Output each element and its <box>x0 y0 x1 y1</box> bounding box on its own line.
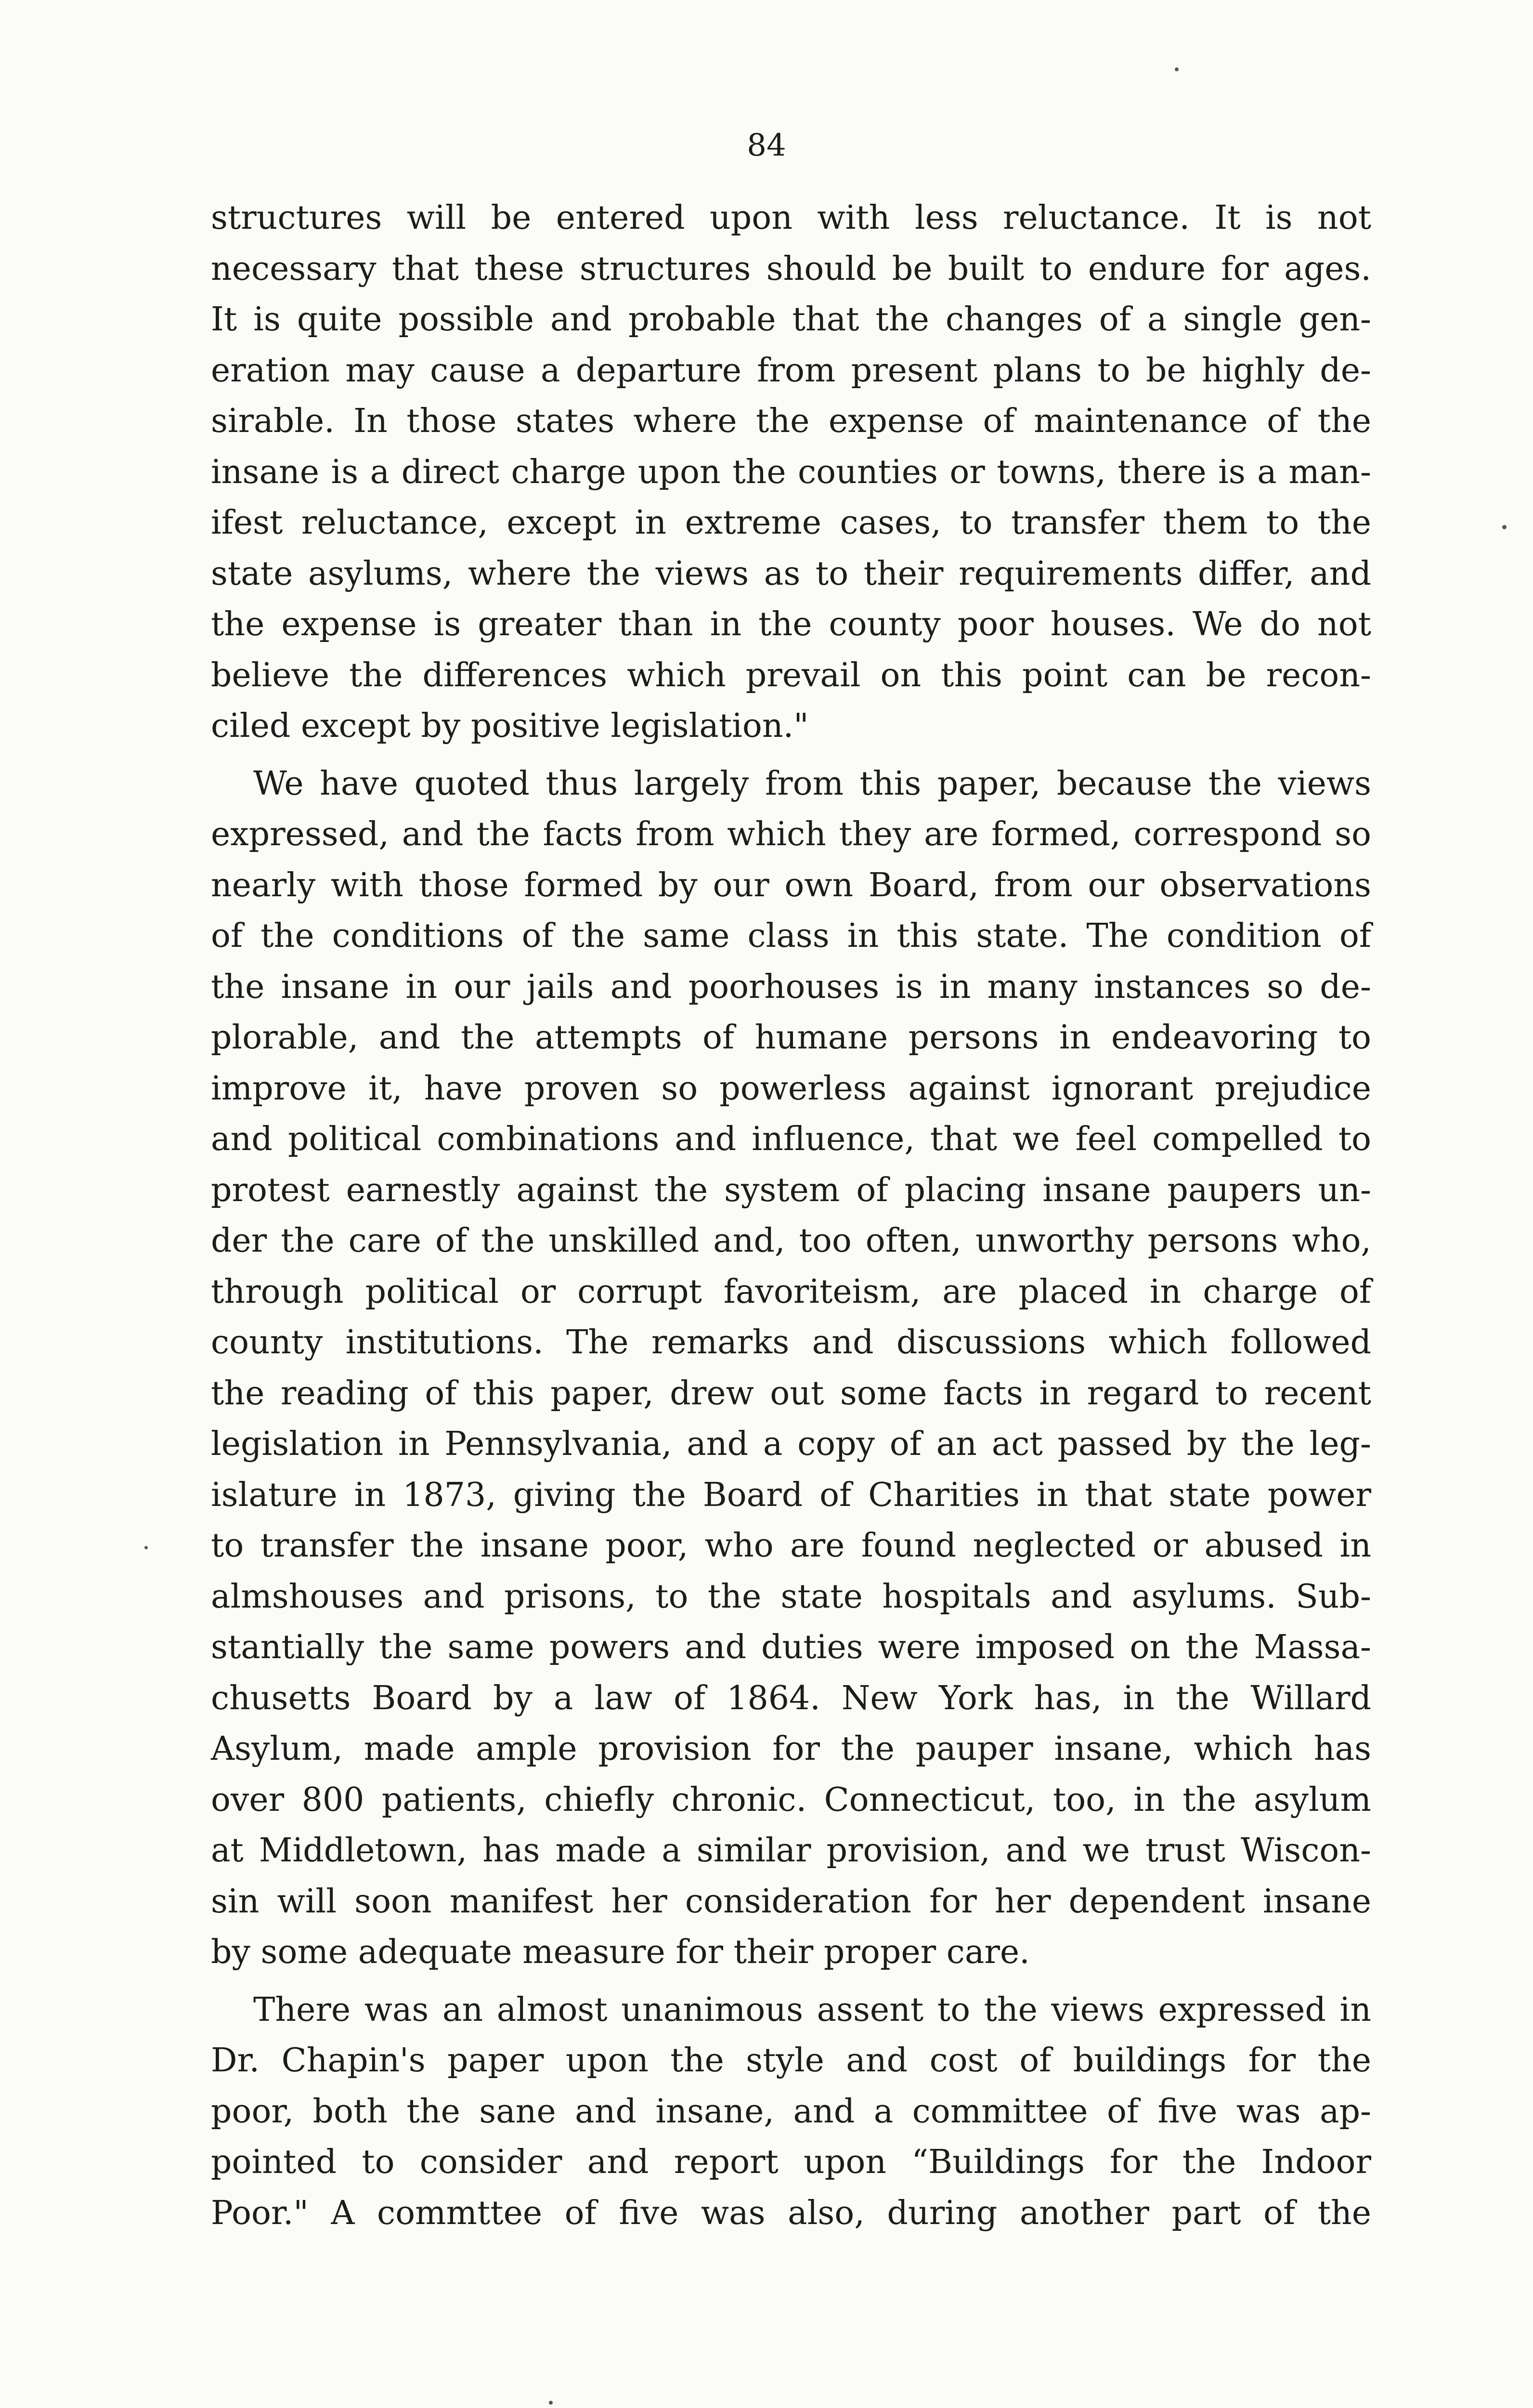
text-line: the insane in our jails and poorhouses is in many instances so de- <box>211 968 1371 1006</box>
text-line: chusetts Board by a law of 1864. New York has, in the Willard <box>211 1679 1371 1717</box>
text-line: expressed, and the facts from which they are formed, correspond so <box>211 815 1371 853</box>
text-line: sirable. In those states where the expense of maintenance of the <box>211 402 1371 440</box>
text-line: of the conditions of the same class in this state. The condition of <box>211 917 1371 955</box>
text-line: Poor." A commttee of five was also, during another part of the <box>211 2194 1371 2232</box>
text-line: through political or corrupt favoriteism, are placed in charge of <box>211 1272 1371 1311</box>
page-number: 84 <box>747 128 786 163</box>
text-line: nearly with those formed by our own Board, from our observations <box>211 866 1371 904</box>
text-line: at Middletown, has made a similar provision, and we trust Wiscon- <box>211 1832 1371 1870</box>
text-line: protest earnestly against the system of placing insane paupers un- <box>211 1171 1371 1209</box>
text-line: sin will soon manifest her consideration for her dependent insane <box>211 1882 1371 1921</box>
text-line: There was an almost unanimous assent to the views expressed in <box>253 1990 1371 2029</box>
text-line: necessary that these structures should be built to endure for ages. <box>211 249 1371 288</box>
text-line: pointed to consider and report upon “Buildings for the Indoor <box>211 2143 1371 2181</box>
text-line: islature in 1873, giving the Board of Charities in that state power <box>211 1476 1371 1514</box>
text-line: We have quoted thus largely from this paper, because the views <box>253 764 1371 803</box>
text-line: der the care of the unskilled and, too often, unworthy persons who, <box>211 1222 1371 1260</box>
text-line: believe the differences which prevail on this point can be recon- <box>211 656 1371 694</box>
text-line: stantially the same powers and duties were imposed on the Massa- <box>211 1628 1371 1666</box>
text-line: It is quite possible and probable that the changes of a single gen- <box>211 301 1371 339</box>
scan-speck <box>1502 525 1507 529</box>
text-line: ciled except by positive legislation." <box>211 707 809 745</box>
text-line: the reading of this paper, drew out some facts in regard to recent <box>211 1374 1371 1413</box>
paragraph <box>211 193 1371 752</box>
text-line: the expense is greater than in the county poor houses. We do not <box>211 605 1371 643</box>
text-line: Dr. Chapin's paper upon the style and cost of buildings for the <box>211 2042 1371 2080</box>
body-text <box>211 193 1371 2238</box>
text-line: and political combinations and influence, that we feel compelled to <box>211 1120 1371 1158</box>
scan-speck <box>144 1546 148 1549</box>
text-line: almshouses and prisons, to the state hospitals and asylums. Sub- <box>211 1577 1371 1616</box>
text-line: plorable, and the attempts of humane persons in endeavoring to <box>211 1019 1371 1057</box>
text-line: improve it, have proven so powerless against ignorant prejudice <box>211 1069 1371 1108</box>
text-line: Asylum, made ample provision for the pauper insane, which has <box>211 1730 1371 1768</box>
text-line: legislation in Pennsylvania, and a copy of an act passed by the leg- <box>211 1425 1371 1463</box>
text-line: county institutions. The remarks and discussions which followed <box>211 1323 1371 1361</box>
text-line: structures will be entered upon with less reluctance. It is not <box>211 199 1371 237</box>
text-line: poor, both the sane and insane, and a committee of five was ap- <box>211 2092 1371 2131</box>
text-line: over 800 patients, chiefly chronic. Connecticut, too, in the asylum <box>211 1780 1371 1819</box>
paragraph <box>211 759 1371 1978</box>
text-line: state asylums, where the views as to their requirements differ, and <box>211 554 1371 593</box>
text-line: eration may cause a departure from present plans to be highly de- <box>211 351 1371 390</box>
paragraph <box>211 1985 1371 2239</box>
text-line: ifest reluctance, except in extreme cases, to transfer them to the <box>211 504 1371 542</box>
text-line: to transfer the insane poor, who are found neglected or abused in <box>211 1527 1371 1565</box>
scan-speck <box>1175 67 1179 71</box>
text-line: insane is a direct charge upon the counties or towns, there is a man- <box>211 453 1371 491</box>
text-line: by some adequate measure for their proper care. <box>211 1933 1030 1971</box>
scan-speck <box>549 2401 553 2405</box>
